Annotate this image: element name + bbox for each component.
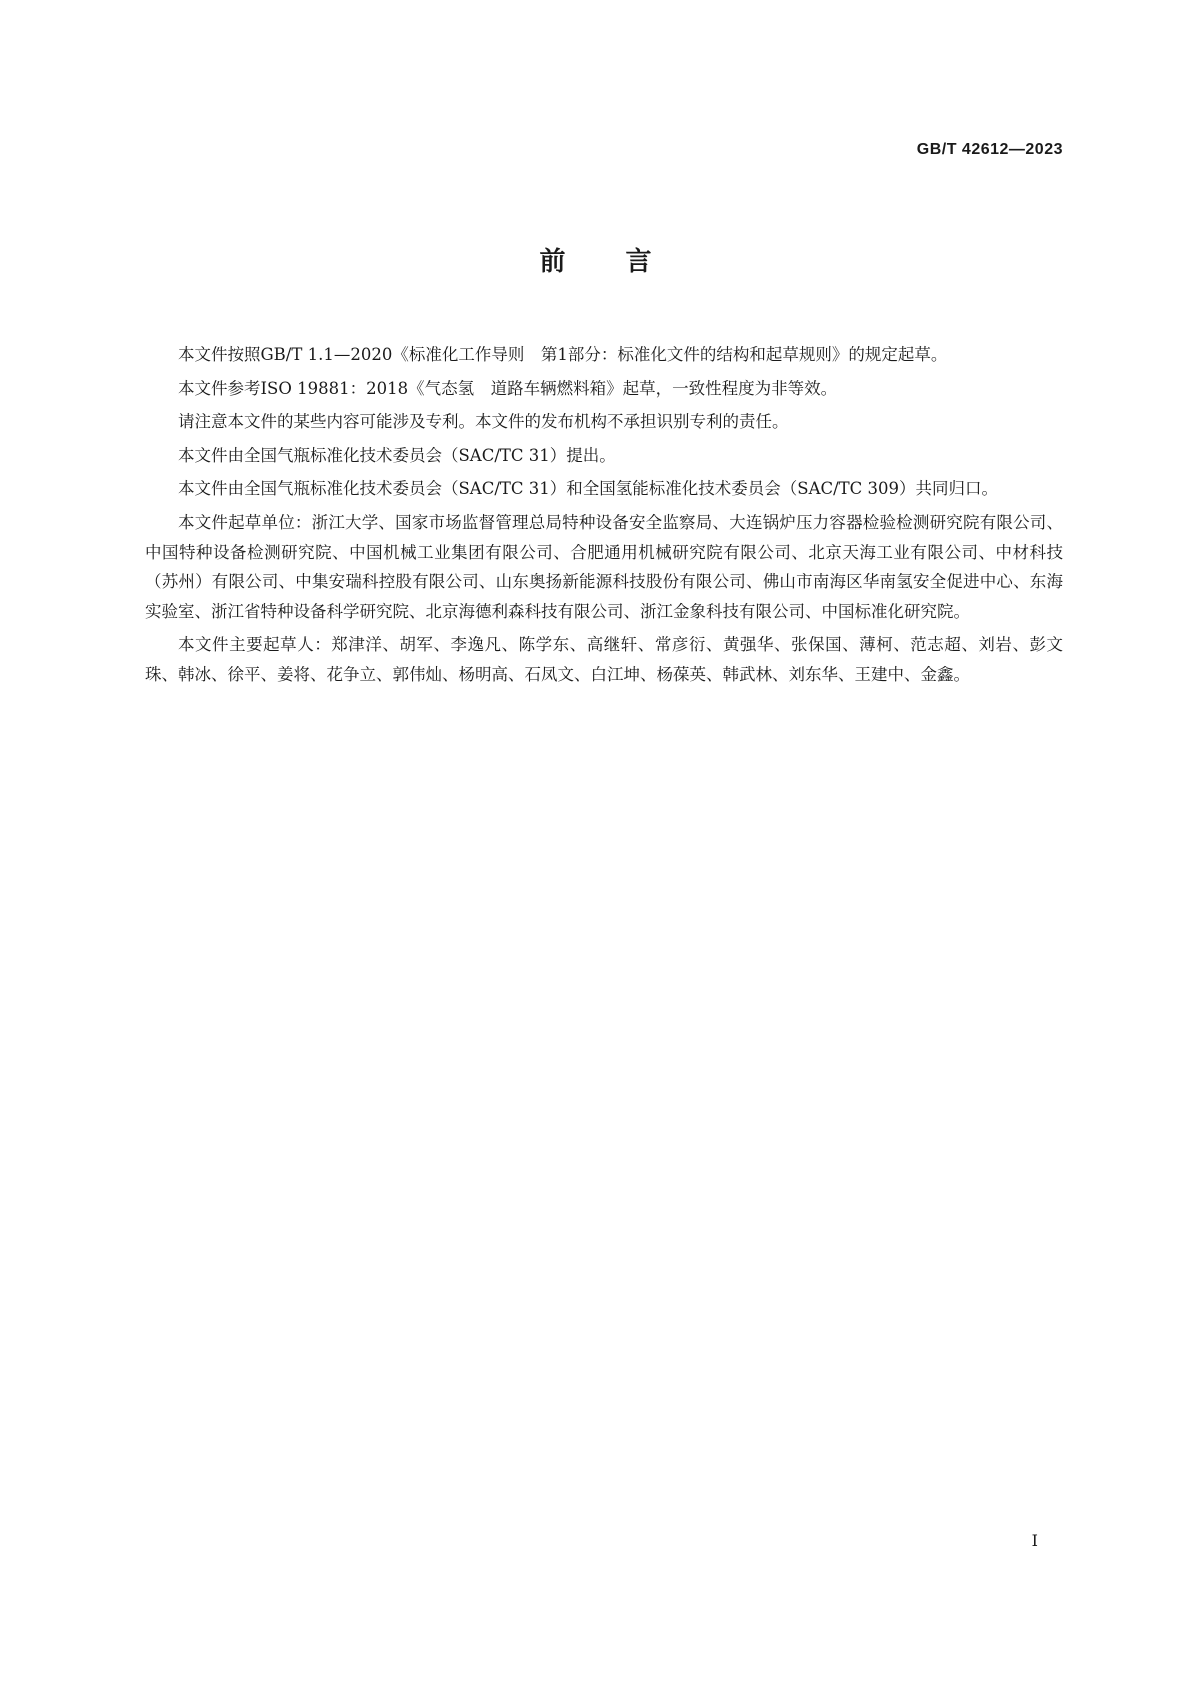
paragraph-drafters: 本文件主要起草人：郑津洋、胡军、李逸凡、陈学东、高继轩、常彦衍、黄强华、张保国、薄柯、范志超、刘岩、彭文珠、韩冰、徐平、姜将、花争立、郭伟灿、杨明高、石凤文、白江坤、杨葆英、韩武林、刘东华、王建中、金鑫。: [145, 635, 1063, 684]
page-title: 前言: [539, 247, 712, 277]
paragraph-proposer: 本文件由全国气瓶标准化技术委员会（SAC/TC 31）提出。: [178, 445, 616, 465]
paragraph-responsible-committee: 本文件由全国气瓶标准化技术委员会（SAC/TC 31）和全国氢能标准化技术委员会（SAC/TC 309）共同归口。: [178, 479, 999, 499]
page-number: Ⅰ: [1031, 1531, 1038, 1550]
paragraph-drafting-units: 本文件起草单位：浙江大学、国家市场监督管理总局特种设备安全监察局、大连锅炉压力容器检验检测研究院有限公司、中国特种设备检测研究院、中国机械工业集团有限公司、合肥通用机械研究院有限公司、北京天海工业有限公司、中材科技（苏州）有限公司、中集安瑞科控股有限公司、山东奥扬新能源科技股份有限公司、佛山市南海区华南氢安全促进中心、东海实验室、浙江省特种设备科学研究院、北京海德利森科技有限公司、浙江金象科技有限公司、中国标准化研究院。: [145, 512, 1063, 621]
foreword-body: [145, 340, 1063, 694]
paragraph-patent-notice: 请注意本文件的某些内容可能涉及专利。本文件的发布机构不承担识别专利的责任。: [178, 412, 789, 432]
paragraph-reference-standard: 本文件参考ISO 19881：2018《气态氢 道路车辆燃料箱》起草，一致性程度为非等效。: [178, 378, 838, 398]
standard-code: GB/T 42612—2023: [916, 141, 1063, 158]
paragraph-drafting-rules: 本文件按照GB/T 1.1—2020《标准化工作导则 第1部分：标准化文件的结构和起草规则》的规定起草。: [178, 345, 948, 364]
